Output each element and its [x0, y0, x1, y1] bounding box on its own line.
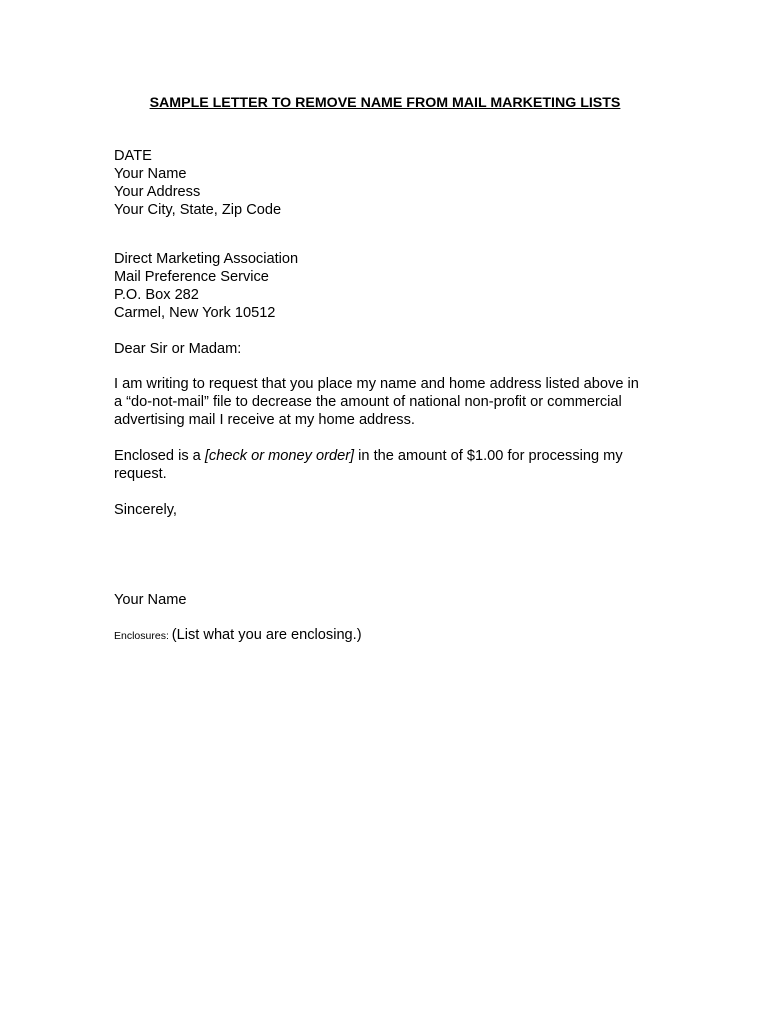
sender-name: Your Name [114, 166, 187, 182]
recipient-line-4: Carmel, New York 10512 [114, 305, 276, 321]
recipient-block [114, 250, 674, 322]
paragraph-2-line-1 [114, 447, 674, 465]
paragraph-2-line-2: request. [114, 466, 167, 482]
recipient-line-3: P.O. Box 282 [114, 287, 199, 303]
enclosures-value: (List what you are enclosing.) [171, 627, 362, 643]
signature-name: Your Name [114, 592, 187, 608]
sender-address: Your Address [114, 184, 201, 200]
paragraph-1-line-3: advertising mail I receive at my home address. [114, 412, 415, 428]
paragraph-1-line-2: a “do-not-mail” file to decrease the amount of national non-profit or commercial [114, 394, 622, 410]
paragraph-2-suffix: in the amount of $1.00 for processing my [354, 448, 623, 464]
paragraph-2-prefix: Enclosed is a [114, 448, 205, 464]
paragraph-enclosed [114, 447, 674, 483]
salutation-text: Dear Sir or Madam: [114, 341, 242, 357]
closing [114, 501, 674, 519]
closing-text: Sincerely, [114, 502, 177, 518]
date-line: DATE [114, 148, 152, 164]
payment-placeholder: [check or money order] [204, 448, 355, 464]
recipient-line-2: Mail Preference Service [114, 269, 269, 285]
sender-city-state-zip: Your City, State, Zip Code [114, 202, 282, 218]
paragraph-request [114, 375, 674, 429]
enclosures [114, 626, 674, 645]
enclosures-line [114, 626, 674, 645]
recipient-line-1: Direct Marketing Association [114, 251, 299, 267]
salutation [114, 340, 674, 358]
signature [114, 591, 674, 609]
sender-block [114, 147, 674, 219]
paragraph-1-line-1: I am writing to request that you place my name and home address listed above in [114, 376, 639, 392]
document-title: SAMPLE LETTER TO REMOVE NAME FROM MAIL MARKETING LISTS [149, 95, 621, 111]
enclosures-label: Enclosures: [114, 630, 172, 642]
